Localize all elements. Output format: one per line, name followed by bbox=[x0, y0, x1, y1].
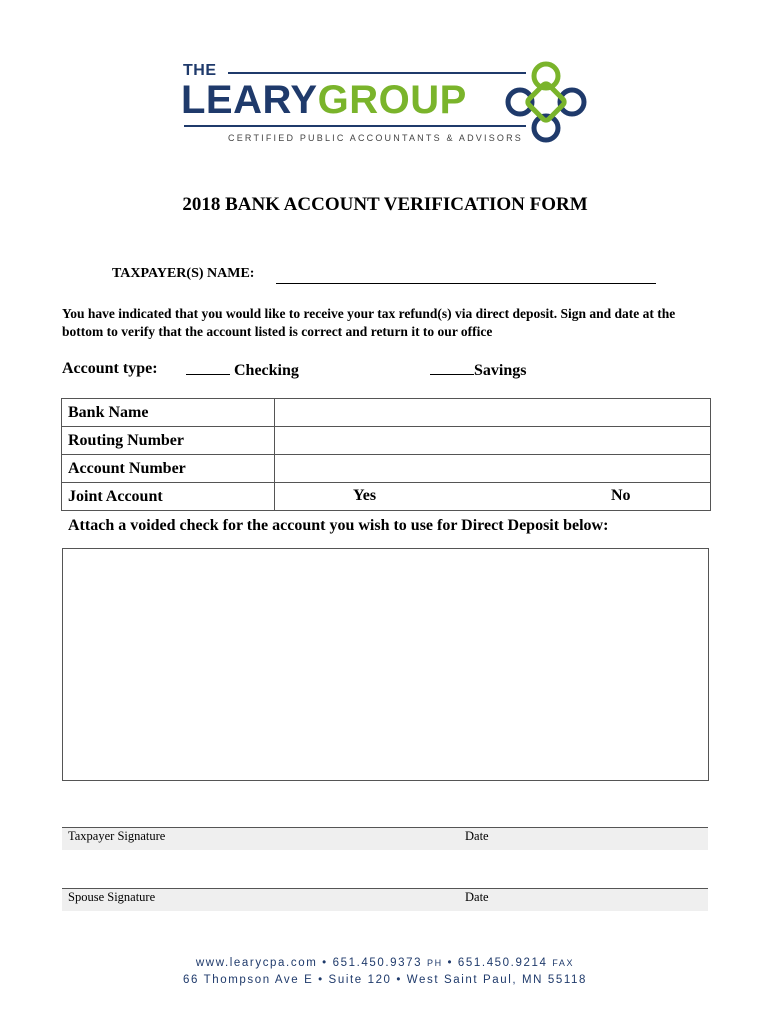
joint-account-options bbox=[275, 483, 711, 511]
taxpayer-date-label: Date bbox=[465, 829, 489, 843]
intro-paragraph: You have indicated that you would like to receive your tax refund(s) via direct deposit. Sign and date at the bottom to verify that the account listed is correct and return it to our office bbox=[62, 306, 676, 339]
taxpayer-signature-label: Taxpayer Signature bbox=[68, 829, 166, 843]
table-row bbox=[62, 455, 711, 483]
logo-group-text: GROUP bbox=[317, 78, 467, 122]
footer-fax-label: FAX bbox=[552, 958, 575, 968]
table-row bbox=[62, 483, 711, 511]
taxpayer-name-field[interactable] bbox=[276, 283, 656, 284]
account-type-label: Account type: bbox=[62, 360, 158, 377]
celtic-knot-icon bbox=[500, 56, 592, 148]
logo-wordmark bbox=[181, 78, 467, 122]
joint-yes-option[interactable]: Yes bbox=[353, 487, 377, 504]
footer-separator: • bbox=[322, 957, 328, 969]
account-type-savings bbox=[430, 360, 526, 380]
logo-leary-text: LEARY bbox=[181, 78, 318, 122]
routing-number-field[interactable] bbox=[275, 427, 711, 455]
account-number-label: Account Number bbox=[62, 455, 275, 483]
joint-account-label: Joint Account bbox=[62, 483, 275, 511]
bank-name-field[interactable] bbox=[275, 399, 711, 427]
spouse-signature-line[interactable] bbox=[62, 888, 708, 911]
savings-label: Savings bbox=[474, 362, 527, 379]
joint-no-option[interactable]: No bbox=[611, 487, 631, 504]
footer-address: 66 Thompson Ave E • Suite 120 • West Saint Paul, MN 55118 bbox=[183, 974, 587, 986]
bank-name-label: Bank Name bbox=[62, 399, 275, 427]
table-row bbox=[62, 427, 711, 455]
checking-blank[interactable] bbox=[186, 360, 230, 375]
checking-label: Checking bbox=[234, 362, 299, 379]
attach-check-instruction: Attach a voided check for the account you wish to use for Direct Deposit below: bbox=[68, 517, 609, 534]
footer-phone-label: PH bbox=[426, 958, 443, 968]
account-type-checking bbox=[186, 360, 299, 380]
logo-rule-bottom bbox=[184, 125, 526, 127]
routing-number-label: Routing Number bbox=[62, 427, 275, 455]
footer-phone: 651.450.9373 bbox=[332, 957, 423, 969]
footer-fax: 651.450.9214 bbox=[457, 957, 548, 969]
footer-separator: • bbox=[447, 957, 454, 969]
spouse-date-label: Date bbox=[465, 890, 489, 904]
bank-details-table bbox=[61, 398, 711, 511]
spouse-signature-label: Spouse Signature bbox=[68, 890, 156, 904]
taxpayer-name-label: TAXPAYER(S) NAME: bbox=[112, 266, 255, 281]
logo-tagline: CERTIFIED PUBLIC ACCOUNTANTS & ADVISORS bbox=[228, 133, 524, 143]
logo-the-text: THE bbox=[183, 62, 217, 79]
account-number-field[interactable] bbox=[275, 455, 711, 483]
table-row bbox=[62, 399, 711, 427]
logo-rule-top bbox=[228, 72, 526, 74]
form-title: 2018 BANK ACCOUNT VERIFICATION FORM bbox=[182, 194, 588, 215]
footer-contact-line bbox=[0, 957, 770, 969]
savings-blank[interactable] bbox=[430, 360, 474, 375]
footer-website[interactable]: www.learycpa.com bbox=[195, 957, 318, 969]
voided-check-area[interactable] bbox=[62, 548, 709, 781]
